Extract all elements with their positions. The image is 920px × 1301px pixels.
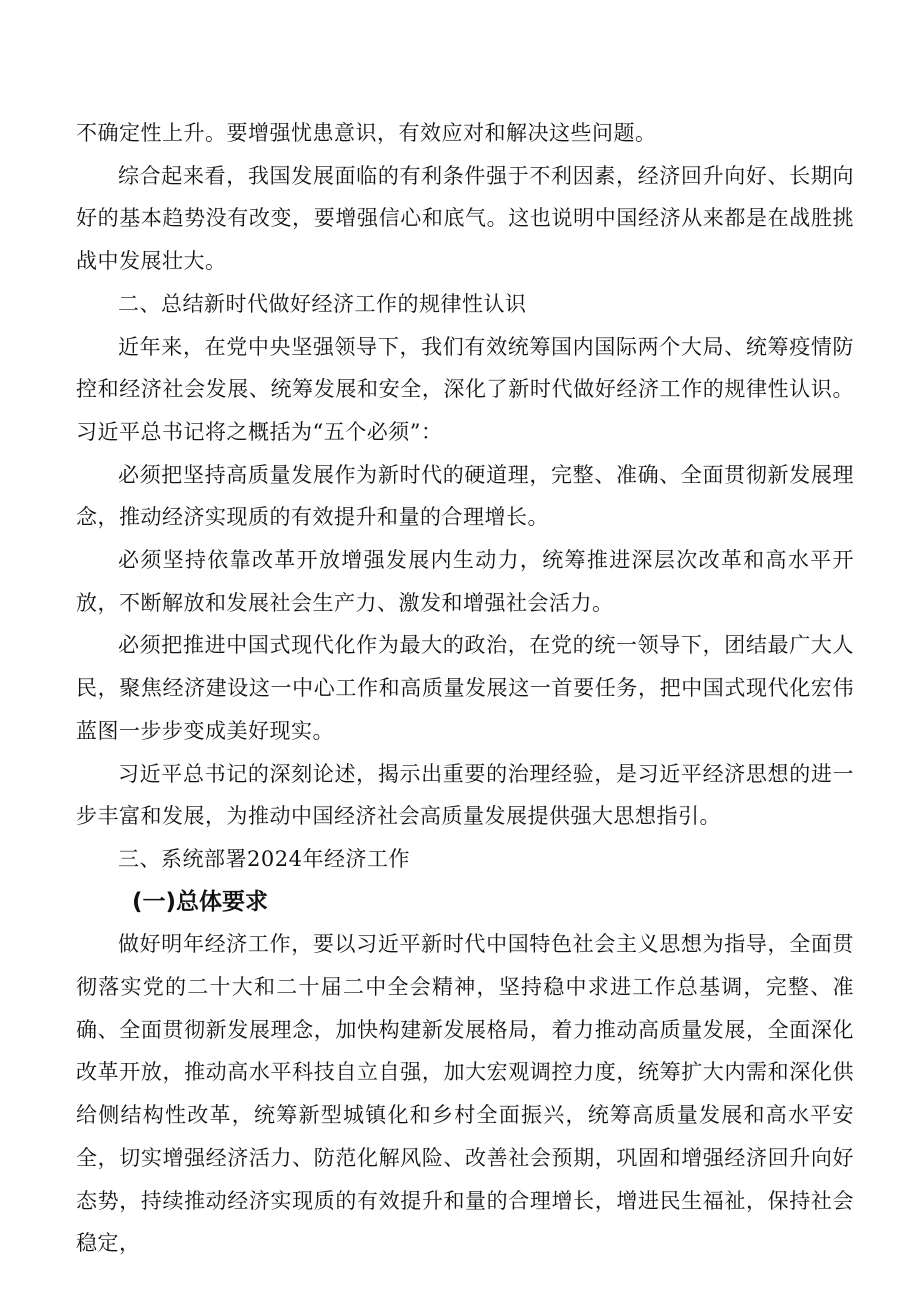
paragraph-continuation: 不确定性上升。要增强忧患意识，有效应对和解决这些问题。 [76, 121, 657, 145]
document-body [76, 112, 854, 1265]
paragraph-discourse: 习近平总书记的深刻论述，揭示出重要的治理经验，是习近平经济思想的进一步丰富和发展，为推动中国经济社会高质量发展提供强大思想指引。 [76, 761, 854, 829]
section-heading-3: 三、系统部署2024年经济工作 [118, 846, 410, 871]
paragraph-recent-years: 近年来，在党中央坚强领导下，我们有效统筹国内国际两个大局、统筹疫情防控和经济社会发展、统筹发展和安全，深化了新时代做好经济工作的规律性认识。习近平总书记将之概括为“五个必须”： [76, 334, 854, 444]
paragraph-must-3: 必须把推进中国式现代化作为最大的政治，在党的统一领导下，团结最广大人民，聚焦经济建设这一中心工作和高质量发展这一首要任务，把中国式现代化宏伟蓝图一步步变成美好现实。 [76, 633, 854, 743]
section-heading-2: 二、总结新时代做好经济工作的规律性认识 [118, 291, 527, 316]
paragraph-next-year-work: 做好明年经济工作，要以习近平新时代中国特色社会主义思想为指导，全面贯彻落实党的二十大和二十届二中全会精神，坚持稳中求进工作总基调，完整、准确、全面贯彻新发展理念，加快构建新发展格局，着力推动高质量发展，全面深化改革开放，推动高水平科技自立自强，加大宏观调控力度，统筹扩大内需和深化供给侧结构性改革，统筹新型城镇化和乡村全面振兴，统筹高质量发展和高水平安全，切实增强经济活力、防范化解风险、改善社会预期，巩固和增强经济回升向好态势，持续推动经济实现质的有效提升和量的合理增长，增进民生福祉，保持社会稳定， [76, 932, 854, 1256]
paragraph-must-1: 必须把坚持高质量发展作为新时代的硬道理，完整、准确、全面贯彻新发展理念，推动经济实现质的有效提升和量的合理增长。 [76, 462, 854, 530]
paragraph-must-2: 必须坚持依靠改革开放增强发展内生动力，统筹推进深层次改革和高水平开放，不断解放和发展社会生产力、激发和增强社会活力。 [76, 548, 854, 615]
paragraph-summary: 综合起来看，我国发展面临的有利条件强于不利因素，经济回升向好、长期向好的基本趋势没有改变，要增强信心和底气。这也说明中国经济从来都是在战胜挑战中发展壮大。 [76, 163, 854, 274]
subsection-heading-general-requirements: (一)总体要求 [132, 888, 269, 915]
